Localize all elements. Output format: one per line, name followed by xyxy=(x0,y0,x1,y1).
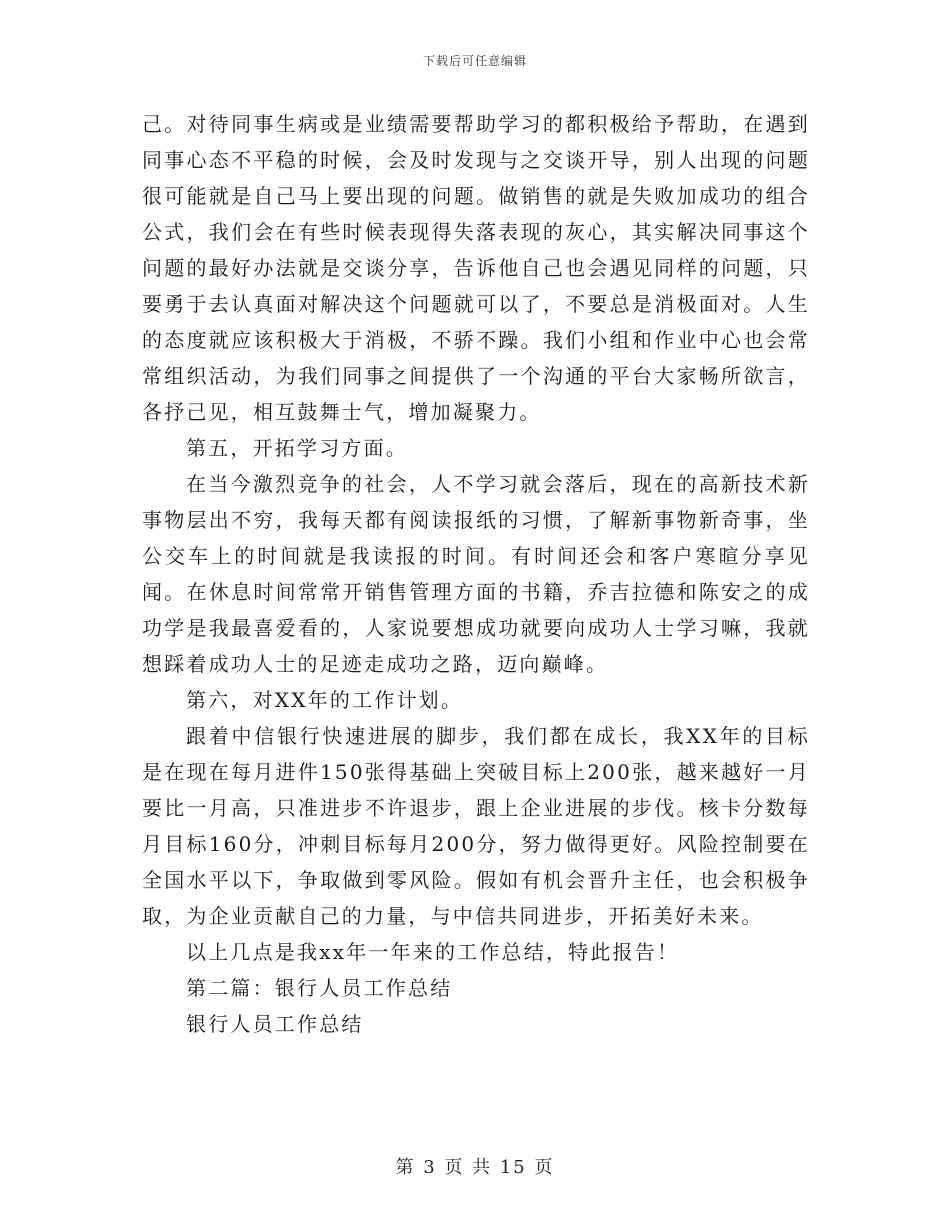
paragraph-learning: 在当今激烈竞争的社会，人不学习就会落后，现在的高新技术新事物层出不穷，我每天都有阅读报纸的习惯，了解新事物新奇事，坐公交车上的时间就是我读报的时间。有时间还会和客户寒暄分享见闻。在休息时间常常开销售管理方面的书籍，乔吉拉德和陈安之的成功学是我最喜爱看的，人家说要想成功就要向成功人士学习嘛，我就想踩着成功人士的足迹走成功之路，迈向巅峰。 xyxy=(142,472,810,676)
section-heading-six: 第六，对XX年的工作计划。 xyxy=(186,688,464,712)
document-body xyxy=(142,106,810,1042)
chapter-title: 第二篇：银行人员工作总结 xyxy=(186,976,453,1000)
document-title: 银行人员工作总结 xyxy=(186,1012,364,1036)
paragraph-continuation: 己。对待同事生病或是业绩需要帮助学习的都积极给予帮助，在遇到同事心态不平稳的时候，会及时发现与之交谈开导，别人出现的问题很可能就是自己马上要出现的问题。做销售的就是失败加成功的组合公式，我们会在有些时候表现得失落表现的灰心，其实解决同事这个问题的最好办法就是交谈分享，告诉他自己也会遇见同样的问题，只要勇于去认真面对解决这个问题就可以了，不要总是消极面对。人生的态度就应该积极大于消极，不骄不躁。我们小组和作业中心也会常常组织活动，为我们同事之间提供了一个沟通的平台大家畅所欲言，各抒己见，相互鼓舞士气，增加凝聚力。 xyxy=(142,112,810,424)
page-header: 下载后可任意编辑 xyxy=(422,54,527,68)
paragraph-work-plan: 跟着中信银行快速进展的脚步，我们都在成长，我XX年的目标是在现在每月进件150张得基础上突破目标上200张，越来越好一月要比一月高，只准进步不许退步，跟上企业进展的步伐。核卡分数每月目标160分，冲刺目标每月200分，努力做得更好。风险控制要在全国水平以下，争取做到零风险。假如有机会晋升主任，也会积极争取，为企业贡献自己的力量，与中信共同进步，开拓美好未来。 xyxy=(142,724,810,928)
section-heading-five: 第五，开拓学习方面。 xyxy=(186,436,408,460)
paragraph-conclusion: 以上几点是我xx年一年来的工作总结，特此报告！ xyxy=(186,940,680,964)
page-number: 第 3 页 共 15 页 xyxy=(395,1157,555,1178)
